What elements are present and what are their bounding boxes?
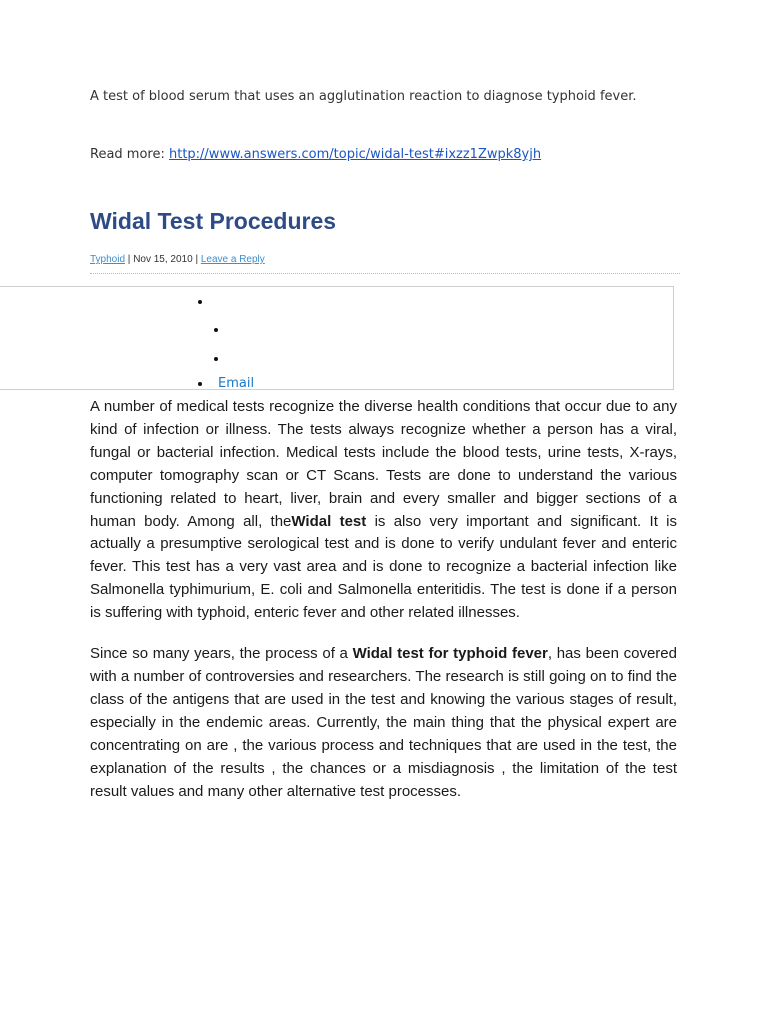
post-date: Nov 15, 2010 [133,254,193,265]
share-bullet-1 [198,300,202,304]
widal-test-bold: Widal test [291,512,367,530]
meta-separator-2: | [192,254,201,265]
share-email-link[interactable]: Email [218,376,255,391]
share-bullet-2 [214,328,218,332]
category-link[interactable]: Typhoid [90,254,126,265]
meta-separator: | [125,254,134,265]
read-more-line [90,147,541,162]
post-title: Widal Test Procedures [90,208,337,234]
share-box [0,286,674,390]
read-more-link[interactable]: http://www.answers.com/topic/widal-test#ixzz1Zwpk8yjh [168,147,542,162]
article-paragraph-2: Since so many years, the process of a Widal test for typhoid fever, has been covered with a number of controversies and researchers. The research is still going on to find the class of the antigens that are used in the test and knowing the various stages of result, especially in the endemic areas. Currently, the main thing that the physical expert are concentrating on are , the various process and techniques that are used in the test, the explanation of the results , the chances or a misdiagnosis , the limitation of the test result values and many other alternative test processes. [90,645,677,800]
meta-divider [90,273,680,274]
article-body [90,396,677,821]
leave-reply-link[interactable]: Leave a Reply [200,254,265,265]
share-bullet-3 [214,357,218,361]
widal-typhoid-bold: Widal test for typhoid fever [352,645,548,663]
definition-text: A test of blood serum that uses an agglutination reaction to diagnose typhoid fever. [90,89,637,104]
article-paragraph-1: A number of medical tests recognize the diverse health conditions that occur due to any kind of infection or illness. The tests always recognize whether a person has a viral, fungal or bacterial infection. Medical tests include the blood tests, urine tests, X-rays, computer tomography scan or CT Scans. Tests are done to understand the various functioning related to heart, liver, brain and every smaller and bigger sections of a human body. Among all, theWidal test is also very important and significant. It is actually a presumptive serological test and is done to verify undulant fever and enteric fever. This test has a very vast area and is done to recognize a bacterial infection like Salmonella typhimurium, E. coli and Salmonella enteritidis. The test is done if a person is suffering with typhoid, enteric fever and other related illnesses. [90,398,677,622]
share-bullet-4 [198,382,202,386]
post-meta [90,254,265,265]
read-more-label: Read more: [90,147,169,162]
